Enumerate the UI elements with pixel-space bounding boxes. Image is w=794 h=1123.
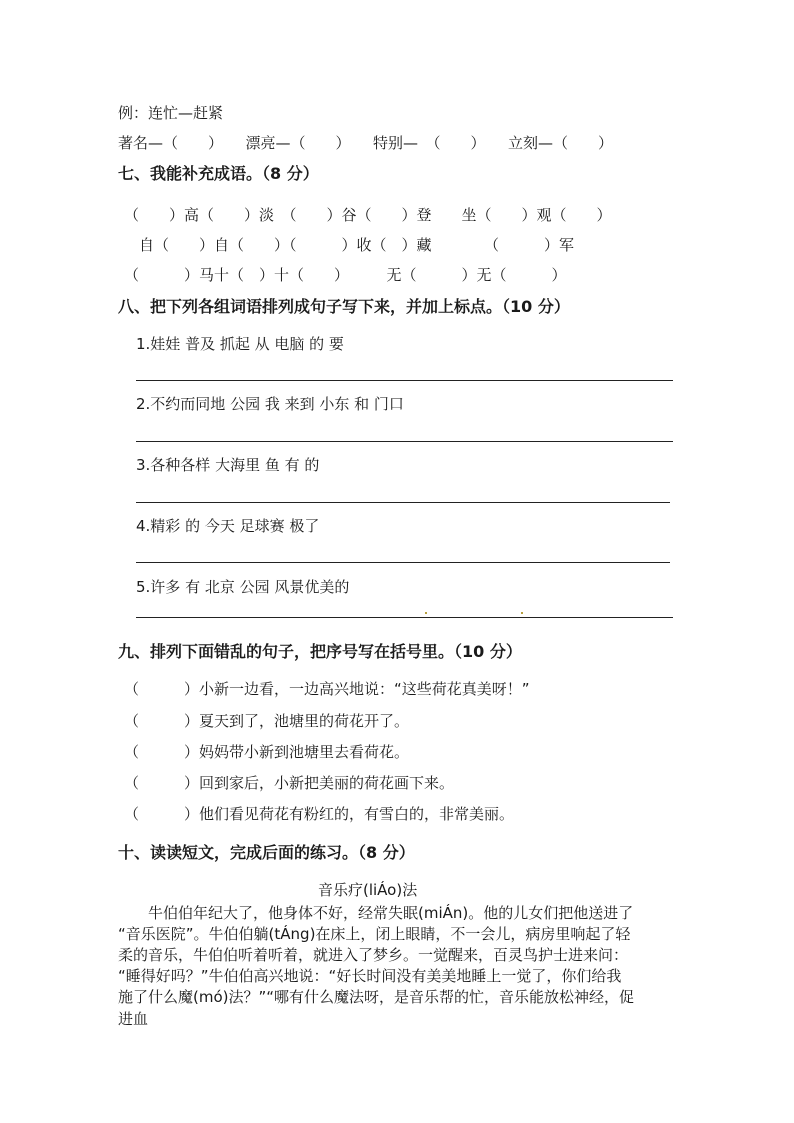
scan-speck <box>425 612 427 614</box>
section-heading-9: 九、排列下面错乱的句子，把序号写在括号里。（10 分） <box>118 642 522 661</box>
word-group-item: 4.精彩 的 今天 足球赛 极了 <box>136 517 320 535</box>
passage-title: 音乐疗(liÁo)法 <box>318 881 418 899</box>
section-heading-10: 十、读读短文，完成后面的练习。（8 分） <box>118 843 415 862</box>
jumbled-sentence: （ ）回到家后，小新把美丽的荷花画下来。 <box>124 774 455 792</box>
answer-line <box>136 380 673 381</box>
answer-line <box>136 562 670 563</box>
passage-line: 牛伯伯年纪大了，他身体不好，经常失眠(miÁn)。他的儿女们把他送进了 <box>118 904 634 922</box>
jumbled-sentence: （ ）妈妈带小新到池塘里去看荷花。 <box>124 743 410 761</box>
jumbled-sentence: （ ）小新一边看，一边高兴地说：“这些荷花真美呀！” <box>124 680 530 698</box>
idiom-row: 自（ ）自（ ）（ ）收（ ）藏 （ ）军 <box>124 236 575 254</box>
jumbled-sentence: （ ）夏天到了，池塘里的荷花开了。 <box>124 712 410 730</box>
synonym-items: 著名—（ ） 漂亮—（ ） 特别— （ ） 立刻—（ ） <box>118 134 614 152</box>
passage-line: “睡得好吗？”牛伯伯高兴地说：“好长时间没有美美地睡上一觉了，你们给我 <box>118 967 622 985</box>
answer-line <box>136 502 670 503</box>
jumbled-sentence: （ ）他们看见荷花有粉红的，有雪白的，非常美丽。 <box>124 805 515 823</box>
idiom-row: （ ）马十（ ）十（ ） 无（ ）无（ ） <box>124 266 567 284</box>
section-heading-7: 七、我能补充成语。（8 分） <box>118 164 319 183</box>
passage-line: 施了什么魔(mó)法？”“哪有什么魔法呀，是音乐帮的忙，音乐能放松神经，促 <box>118 988 635 1006</box>
passage-line: 柔的音乐，牛伯伯听着听着，就进入了梦乡。一觉醒来，百灵鸟护士进来问： <box>118 946 629 964</box>
passage-line: 进血 <box>118 1010 149 1028</box>
idiom-row: （ ）高（ ）淡 （ ）谷（ ）登 坐（ ）观（ ） <box>124 206 612 224</box>
passage-line: “音乐医院”。牛伯伯躺(tÁng)在床上，闭上眼睛，不一会儿，病房里响起了轻 <box>118 925 631 943</box>
section-heading-8: 八、把下列各组词语排列成句子写下来，并加上标点。（10 分） <box>118 297 570 316</box>
word-group-item: 5.许多 有 北京 公园 风景优美的 <box>136 578 350 596</box>
word-group-item: 3.各种各样 大海里 鱼 有 的 <box>136 456 320 474</box>
example-line: 例：连忙—赶紧 <box>118 104 224 122</box>
scan-speck <box>521 612 523 614</box>
word-group-item: 2.不约而同地 公园 我 来到 小东 和 门口 <box>136 395 404 413</box>
answer-line <box>136 441 673 442</box>
answer-line <box>136 617 673 618</box>
word-group-item: 1.娃娃 普及 抓起 从 电脑 的 要 <box>136 335 344 353</box>
